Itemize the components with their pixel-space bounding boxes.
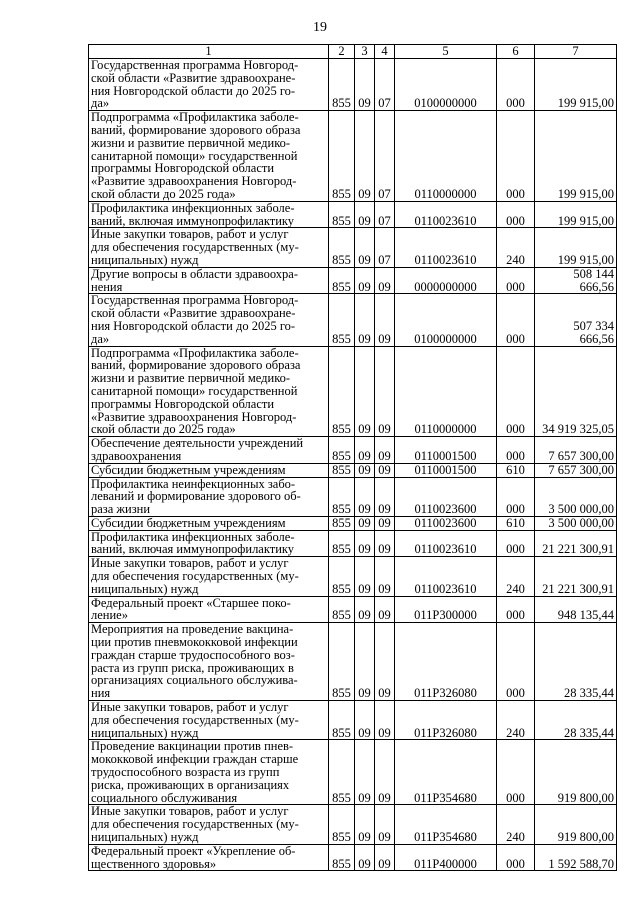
table-row xyxy=(89,346,617,437)
target-article-cell: 011P354680 xyxy=(395,805,497,844)
expense-type-cell: 610 xyxy=(497,516,535,530)
target-article-cell: 0100000000 xyxy=(395,294,497,346)
admin-code-cell: 855 xyxy=(329,805,355,844)
header-col-3: 3 xyxy=(355,45,375,59)
item-name-cell: Иные закупки товаров, работ и услуг для обеспечения государственных (му- ниципальных) нужд xyxy=(89,805,329,844)
expense-type-cell: 000 xyxy=(497,346,535,437)
amount-cell: 3 500 000,00 xyxy=(535,477,617,516)
subsection-code-cell: 07 xyxy=(375,228,395,267)
admin-code-cell: 855 xyxy=(329,59,355,111)
amount-cell: 7 657 300,00 xyxy=(535,437,617,464)
admin-code-cell: 855 xyxy=(329,346,355,437)
section-code-cell: 09 xyxy=(355,437,375,464)
table-row xyxy=(89,740,617,805)
target-article-cell: 0110023610 xyxy=(395,557,497,596)
item-name-cell: Субсидии бюджетным учреждениям xyxy=(89,516,329,530)
admin-code-cell: 855 xyxy=(329,228,355,267)
item-name-cell: Профилактика инфекционных заболе- ваний, включая иммунопрофилактику xyxy=(89,201,329,228)
subsection-code-cell: 07 xyxy=(375,59,395,111)
table-row xyxy=(89,477,617,516)
expense-type-cell: 000 xyxy=(497,530,535,557)
table-row xyxy=(89,463,617,477)
subsection-code-cell: 09 xyxy=(375,805,395,844)
amount-cell: 1 592 588,70 xyxy=(535,844,617,871)
item-name-cell: Профилактика неинфекционных забо- леваний и формирование здорового об- раза жизни xyxy=(89,477,329,516)
amount-cell: 7 657 300,00 xyxy=(535,463,617,477)
table-row xyxy=(89,596,617,623)
header-col-7: 7 xyxy=(535,45,617,59)
section-code-cell: 09 xyxy=(355,477,375,516)
expense-type-cell: 000 xyxy=(497,623,535,701)
expense-type-cell: 000 xyxy=(497,294,535,346)
item-name-cell: Подпрограмма «Профилактика заболе- ваний, формирование здорового образа жизни и развитие первичной медико- санитарной помощи» государственной программы Новгородской области «Развитие здравоохранения Новгород- ской области до 2025 года» xyxy=(89,111,329,202)
subsection-code-cell: 09 xyxy=(375,623,395,701)
admin-code-cell: 855 xyxy=(329,557,355,596)
target-article-cell: 011P354680 xyxy=(395,740,497,805)
section-code-cell: 09 xyxy=(355,805,375,844)
expense-type-cell: 000 xyxy=(497,477,535,516)
amount-cell: 508 144 666,56 xyxy=(535,267,617,294)
header-col-2: 2 xyxy=(329,45,355,59)
target-article-cell: 0110023610 xyxy=(395,530,497,557)
budget-table xyxy=(88,44,617,871)
target-article-cell: 0110000000 xyxy=(395,111,497,202)
item-name-cell: Государственная программа Новгород- ской области «Развитие здравоохране- ния Новгородской области до 2025 го- да» xyxy=(89,294,329,346)
target-article-cell: 0110000000 xyxy=(395,346,497,437)
section-code-cell: 09 xyxy=(355,740,375,805)
section-code-cell: 09 xyxy=(355,516,375,530)
expense-type-cell: 610 xyxy=(497,463,535,477)
target-article-cell: 0110023610 xyxy=(395,228,497,267)
admin-code-cell: 855 xyxy=(329,516,355,530)
expense-type-cell: 000 xyxy=(497,59,535,111)
subsection-code-cell: 07 xyxy=(375,111,395,202)
amount-cell: 507 334 666,56 xyxy=(535,294,617,346)
section-code-cell: 09 xyxy=(355,267,375,294)
target-article-cell: 011P400000 xyxy=(395,844,497,871)
subsection-code-cell: 09 xyxy=(375,844,395,871)
amount-cell: 199 915,00 xyxy=(535,111,617,202)
table-row xyxy=(89,294,617,346)
header-col-6: 6 xyxy=(497,45,535,59)
expense-type-cell: 240 xyxy=(497,701,535,740)
amount-cell: 199 915,00 xyxy=(535,228,617,267)
expense-type-cell: 000 xyxy=(497,201,535,228)
header-col-4: 4 xyxy=(375,45,395,59)
header-col-1: 1 xyxy=(89,45,329,59)
subsection-code-cell: 09 xyxy=(375,463,395,477)
target-article-cell: 0110023610 xyxy=(395,201,497,228)
item-name-cell: Проведение вакцинации против пнев- мококковой инфекции граждан старше трудоспособного возраста из групп риска, проживающих в организациях социального обслуживания xyxy=(89,740,329,805)
table-row xyxy=(89,437,617,464)
table-row xyxy=(89,530,617,557)
amount-cell: 199 915,00 xyxy=(535,59,617,111)
target-article-cell: 011P326080 xyxy=(395,701,497,740)
admin-code-cell: 855 xyxy=(329,477,355,516)
table-row xyxy=(89,516,617,530)
item-name-cell: Субсидии бюджетным учреждениям xyxy=(89,463,329,477)
amount-cell: 3 500 000,00 xyxy=(535,516,617,530)
amount-cell: 948 135,44 xyxy=(535,596,617,623)
section-code-cell: 09 xyxy=(355,201,375,228)
item-name-cell: Мероприятия на проведение вакцина- ции против пневмококковой инфекции граждан старше трудоспособного воз- раста из групп риска, проживающих в организациях социального обслужива- ния xyxy=(89,623,329,701)
item-name-cell: Обеспечение деятельности учреждений здравоохранения xyxy=(89,437,329,464)
admin-code-cell: 855 xyxy=(329,844,355,871)
table-row xyxy=(89,557,617,596)
target-article-cell: 0110023600 xyxy=(395,477,497,516)
amount-cell: 199 915,00 xyxy=(535,201,617,228)
subsection-code-cell: 09 xyxy=(375,437,395,464)
section-code-cell: 09 xyxy=(355,111,375,202)
expense-type-cell: 000 xyxy=(497,596,535,623)
admin-code-cell: 855 xyxy=(329,740,355,805)
item-name-cell: Профилактика инфекционных заболе- ваний, включая иммунопрофилактику xyxy=(89,530,329,557)
table-row xyxy=(89,844,617,871)
item-name-cell: Государственная программа Новгород- ской области «Развитие здравоохране- ния Новгородской области до 2025 го- да» xyxy=(89,59,329,111)
expense-type-cell: 000 xyxy=(497,111,535,202)
admin-code-cell: 855 xyxy=(329,267,355,294)
expense-type-cell: 000 xyxy=(497,844,535,871)
table-row xyxy=(89,701,617,740)
item-name-cell: Иные закупки товаров, работ и услуг для обеспечения государственных (му- ниципальных) нужд xyxy=(89,557,329,596)
amount-cell: 34 919 325,05 xyxy=(535,346,617,437)
admin-code-cell: 855 xyxy=(329,530,355,557)
item-name-cell: Подпрограмма «Профилактика заболе- ваний, формирование здорового образа жизни и развитие первичной медико- санитарной помощи» государственной программы Новгородской области «Развитие здравоохранения Новгород- ской области до 2025 года» xyxy=(89,346,329,437)
subsection-code-cell: 09 xyxy=(375,267,395,294)
header-col-5: 5 xyxy=(395,45,497,59)
item-name-cell: Иные закупки товаров, работ и услуг для обеспечения государственных (му- ниципальных) нужд xyxy=(89,701,329,740)
subsection-code-cell: 07 xyxy=(375,201,395,228)
table-row xyxy=(89,805,617,844)
subsection-code-cell: 09 xyxy=(375,530,395,557)
page-number: 19 xyxy=(313,20,327,35)
subsection-code-cell: 09 xyxy=(375,557,395,596)
subsection-code-cell: 09 xyxy=(375,516,395,530)
amount-cell: 28 335,44 xyxy=(535,623,617,701)
table-row xyxy=(89,228,617,267)
section-code-cell: 09 xyxy=(355,530,375,557)
admin-code-cell: 855 xyxy=(329,294,355,346)
section-code-cell: 09 xyxy=(355,346,375,437)
admin-code-cell: 855 xyxy=(329,463,355,477)
table-row xyxy=(89,59,617,111)
subsection-code-cell: 09 xyxy=(375,346,395,437)
item-name-cell: Федеральный проект «Укрепление об- щественного здоровья» xyxy=(89,844,329,871)
section-code-cell: 09 xyxy=(355,463,375,477)
section-code-cell: 09 xyxy=(355,557,375,596)
subsection-code-cell: 09 xyxy=(375,294,395,346)
section-code-cell: 09 xyxy=(355,59,375,111)
target-article-cell: 0110001500 xyxy=(395,437,497,464)
expense-type-cell: 240 xyxy=(497,805,535,844)
admin-code-cell: 855 xyxy=(329,437,355,464)
table-row xyxy=(89,267,617,294)
section-code-cell: 09 xyxy=(355,701,375,740)
target-article-cell: 0110001500 xyxy=(395,463,497,477)
admin-code-cell: 855 xyxy=(329,596,355,623)
subsection-code-cell: 09 xyxy=(375,596,395,623)
expense-type-cell: 000 xyxy=(497,267,535,294)
expense-type-cell: 240 xyxy=(497,228,535,267)
section-code-cell: 09 xyxy=(355,228,375,267)
target-article-cell: 0110023600 xyxy=(395,516,497,530)
admin-code-cell: 855 xyxy=(329,201,355,228)
item-name-cell: Федеральный проект «Старшее поко- ление» xyxy=(89,596,329,623)
target-article-cell: 0100000000 xyxy=(395,59,497,111)
admin-code-cell: 855 xyxy=(329,623,355,701)
admin-code-cell: 855 xyxy=(329,111,355,202)
table-row xyxy=(89,201,617,228)
section-code-cell: 09 xyxy=(355,294,375,346)
expense-type-cell: 000 xyxy=(497,437,535,464)
target-article-cell: 011P326080 xyxy=(395,623,497,701)
subsection-code-cell: 09 xyxy=(375,477,395,516)
target-article-cell: 011P300000 xyxy=(395,596,497,623)
section-code-cell: 09 xyxy=(355,844,375,871)
target-article-cell: 0000000000 xyxy=(395,267,497,294)
item-name-cell: Другие вопросы в области здравоохра- нения xyxy=(89,267,329,294)
amount-cell: 919 800,00 xyxy=(535,740,617,805)
amount-cell: 919 800,00 xyxy=(535,805,617,844)
table-row xyxy=(89,111,617,202)
amount-cell: 21 221 300,91 xyxy=(535,557,617,596)
table-row xyxy=(89,623,617,701)
expense-type-cell: 000 xyxy=(497,740,535,805)
admin-code-cell: 855 xyxy=(329,701,355,740)
subsection-code-cell: 09 xyxy=(375,740,395,805)
item-name-cell: Иные закупки товаров, работ и услуг для обеспечения государственных (му- ниципальных) нужд xyxy=(89,228,329,267)
amount-cell: 21 221 300,91 xyxy=(535,530,617,557)
section-code-cell: 09 xyxy=(355,623,375,701)
section-code-cell: 09 xyxy=(355,596,375,623)
amount-cell: 28 335,44 xyxy=(535,701,617,740)
subsection-code-cell: 09 xyxy=(375,701,395,740)
header-row xyxy=(89,45,617,59)
expense-type-cell: 240 xyxy=(497,557,535,596)
